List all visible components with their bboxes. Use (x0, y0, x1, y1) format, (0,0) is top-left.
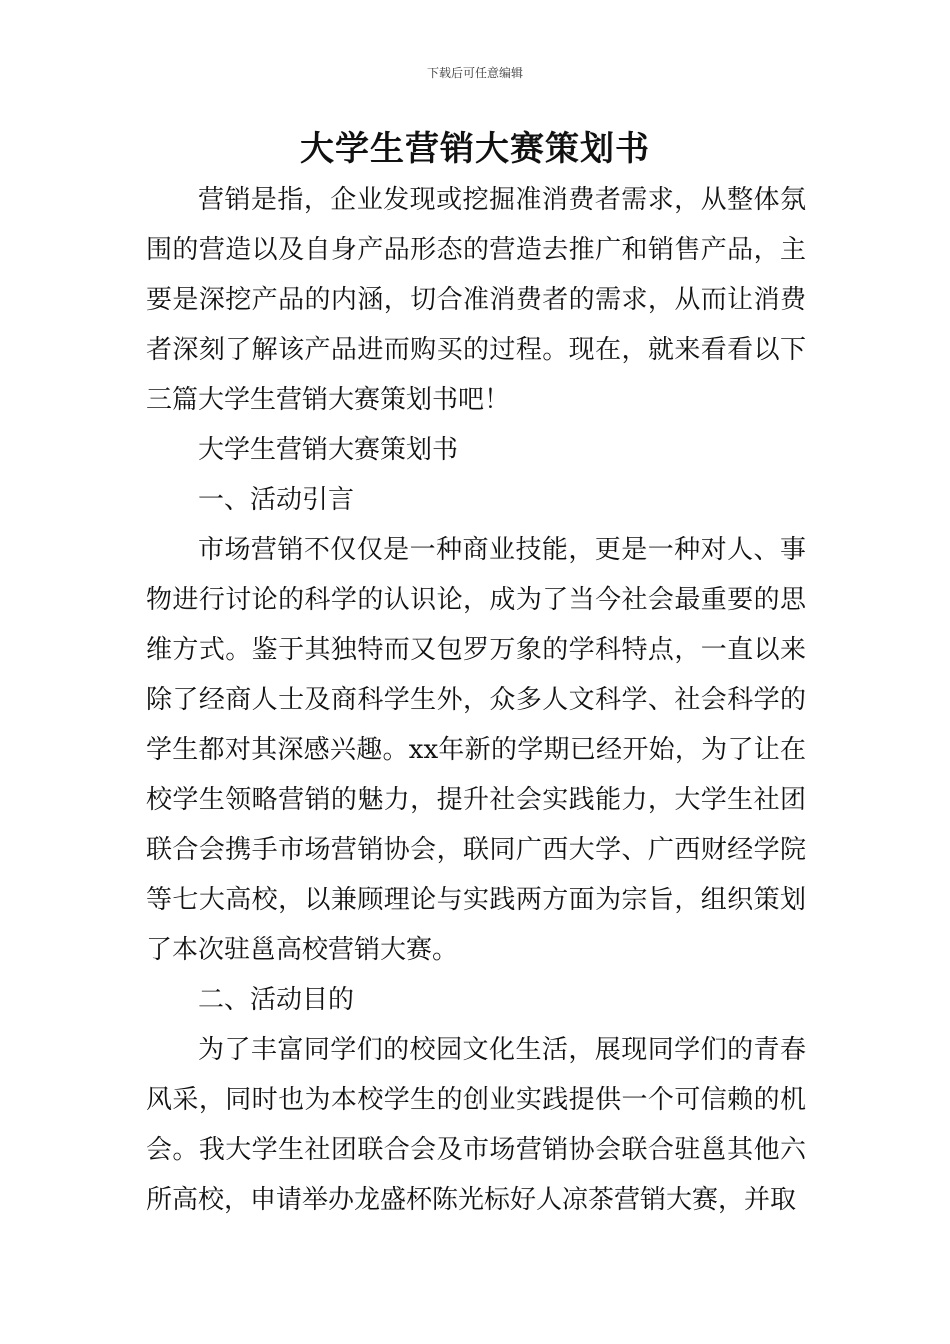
section-title: 大学生营销大赛策划书 (198, 435, 459, 465)
activity-purpose-paragraph: 为了丰富同学们的校园文化生活，展现同学们的青春风采，同时也为本校学生的创业实践提供一个可信赖的机会。我大学生社团联合会及市场营销协会联合驻邕其他六所高校，申请举办龙盛杯陈光标好人凉茶营销大赛，并取 (146, 1035, 806, 1215)
intro-paragraph: 营销是指，企业发现或挖掘准消费者需求，从整体氛围的营造以及自身产品形态的营造去推广和销售产品，主要是深挖产品的内涵，切合准消费者的需求，从而让消费者深刻了解该产品进而购买的过程。现在，就来看看以下三篇大学生营销大赛策划书吧！ (146, 185, 806, 415)
heading-activity-intro: 一、活动引言 (198, 485, 355, 515)
document-title: 大学生营销大赛策划书 (300, 129, 650, 169)
heading-activity-purpose: 二、活动目的 (198, 985, 355, 1015)
document-body (146, 175, 806, 1225)
activity-intro-paragraph: 市场营销不仅仅是一种商业技能，更是一种对人、事物进行讨论的科学的认识论，成为了当今社会最重要的思维方式。鉴于其独特而又包罗万象的学科特点，一直以来除了经商人士及商科学生外，众多人文科学、社会科学的学生都对其深感兴趣。xx年新的学期已经开始，为了让在校学生领略营销的魅力，提升社会实践能力，大学生社团联合会携手市场营销协会，联同广西大学、广西财经学院等七大高校，以兼顾理论与实践两方面为宗旨，组织策划了本次驻邕高校营销大赛。 (146, 535, 806, 965)
page-header-note: 下载后可任意编辑 (426, 66, 523, 80)
